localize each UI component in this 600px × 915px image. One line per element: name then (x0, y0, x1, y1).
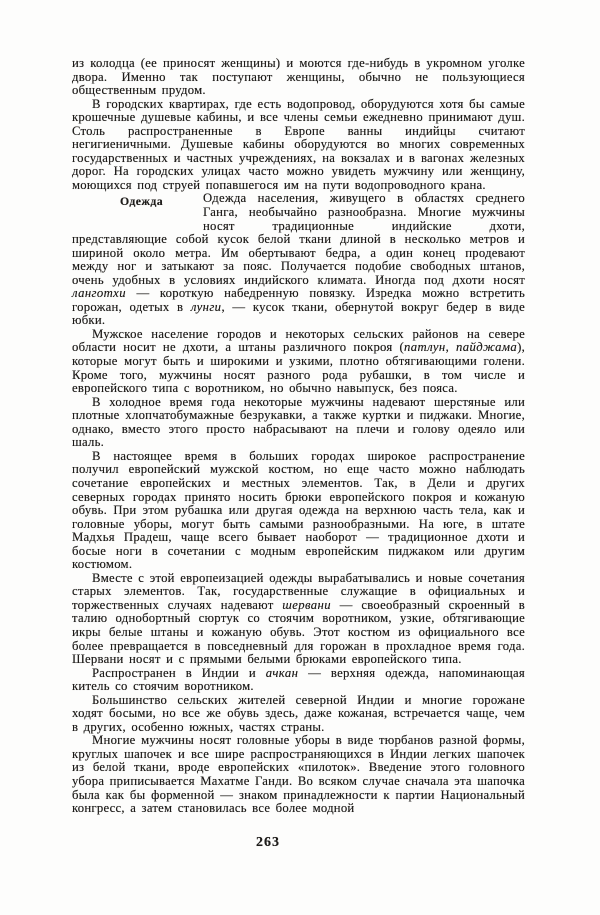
paragraph (72, 98, 525, 193)
page-text (72, 57, 525, 816)
text-run: Большинство сельских жителей северной Индии и многие горожане ходят босыми, но все же обувь здесь, даже кожаная, встречается чаще, чем в других, особенно южных, частях страны. (72, 692, 525, 734)
italic-term: ачкан (265, 665, 299, 680)
paragraph (72, 572, 525, 667)
text-run: В настоящее время в больших городах широкое распространение получил европейский мужской костюм, но еще часто можно наблюдать сочетание европейских и местных элементов. Так, в Дели и других северных городах принято носить брюки европейского покроя и кожаную обувь. При этом рубашка или другая одежда на верхнюю часть тела, как и головные уборы, могут быть самыми разнообразными. На юге, в штате Мадхья Прадеш, чаще всего бывает наоборот — традиционное дхоти и босые ноги в сочетании с модным европейским пиджаком или другим костюмом. (72, 448, 525, 572)
italic-term: шервани (282, 597, 331, 612)
page-number: 263 (256, 835, 280, 850)
italic-term: ланготхи (72, 286, 126, 301)
italic-term: патлун (404, 340, 446, 355)
text-run: Вместе с этой европеизацией одежды вырабатывались и новые сочетания старых элементов. Так, государственные служащие в официальных и торжественных случаях надевают (72, 570, 525, 612)
paragraph (72, 694, 525, 735)
paragraph (72, 57, 525, 98)
paragraph (72, 328, 525, 396)
paragraph (72, 450, 525, 572)
text-run: Мужское население городов и некоторых сельских районов на севере области носит не дхоти, а штаны различного покроя ( (72, 326, 525, 355)
section-sidehead: Одежда (120, 193, 164, 208)
italic-term: лунги (190, 299, 222, 314)
text-run: — верхняя одежда, напоминающая китель со стоячим воротником. (72, 665, 525, 694)
text-run: — своеобразный скроенный в талию однобортный сюртук со стоячим воротником, узкие, обтягивающие икры белые штаны и кожаную обувь. Этот костюм из официального все более превращается в повседневный для горожан в прохладное время года. Шервани носят и с прямыми белыми брюками европейского типа. (72, 597, 525, 667)
paragraph (72, 734, 525, 815)
text-run: Распространен в Индии и (92, 665, 266, 680)
text-run: — короткую набедренную повязку. Изредка можно встретить горожан, одетых в (72, 286, 525, 314)
text-run: В городских квартирах, где есть водопровод, оборудуются хотя бы самые крошечные душевые кабины, и все члены семьи ежедневно принимают душ. Столь распространенные в Европе ванны индийцы считают негигиеничными. Душевые кабины оборудуются во многих современных государственных и частных учреждениях, на вокзалах и в вагонах железных дорог. На городских улицах часто можно увидеть мужчину или женщину, моющихся под струей попавшегося им на пути водопроводного крана. (72, 96, 525, 192)
text-run: , — кусок ткани, обернутой вокруг бедер в виде юбки. (72, 299, 525, 328)
text-run: Одежда населения, живущего в областях среднего Ганга, необычайно разнообразна. Многие мужчины носят традиционные индийские дхоти, представляющие собой кусок белой ткани длиной в несколько метров и шириной около метра. Им обертывают бедра, а один конец продевают между ног и затыкают за пояс. Получается подобие свободных штанов, очень удобных в условиях индийского климата. Иногда под дхоти носят (72, 191, 525, 287)
text-run: Многие мужчины носят головные уборы в виде тюрбанов разной формы, круглых шапочек и все шире распространяющихся в Индии легких шапочек из белой ткани, вроде европейских «пилоток». Введение этого головного убора приписывается Махатме Ганди. Во всяком случае сначала эта шапочка была как бы форменной — знаком принадлежности к партии Национальный конгресс, а затем становилась все более модной (72, 733, 525, 816)
paragraph (72, 667, 525, 694)
text-run: , (445, 340, 457, 355)
text-run: В холодное время года некоторые мужчины надевают шерстяные или плотные хлопчатобумажные безрукавки, а также куртки и пиджаки. Многие, однако, вместо этого просто набрасывают на плечи и голову одеяло или шаль. (72, 394, 525, 450)
paragraph (72, 396, 525, 450)
text-run: из колодца (ее приносят женщины) и моются где-нибудь в укромном уголке двора. Именно так поступают женщины, обычно не пользующиеся общественным прудом. (72, 56, 525, 98)
italic-term: пайджама (456, 340, 518, 355)
paragraph (72, 192, 525, 327)
text-run: ), которые могут быть и широкими и узкими, плотно обтягивающими голени. Кроме того, мужчины носят разного рода рубашки, в том числе и европейского типа с воротником, но обычно навыпуск, без пояса. (72, 340, 526, 396)
